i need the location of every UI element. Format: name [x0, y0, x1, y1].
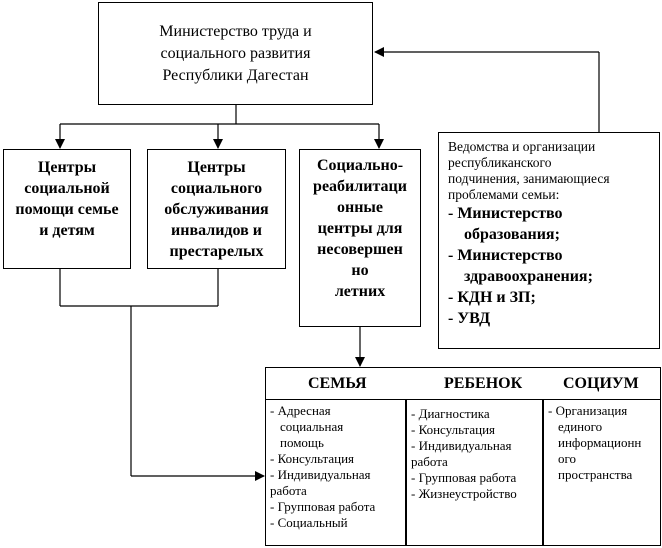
list-item: - Диагностика: [411, 406, 490, 421]
list-item: - Консультация: [270, 451, 355, 466]
center-family-children-box: [3, 149, 131, 269]
list-item: работа: [411, 454, 448, 469]
department-item: - Министерство: [448, 205, 563, 222]
center-line: социальной: [24, 180, 110, 197]
society-column: [543, 399, 661, 546]
list-item: информационн: [558, 435, 642, 450]
center-line: обслуживания: [164, 201, 269, 218]
list-item: единого: [558, 419, 603, 434]
list-item: - Групповая работа: [411, 470, 517, 485]
list-item: - Индивидуальная: [411, 438, 512, 453]
list-item: - Организация: [548, 403, 628, 418]
department-item: - Министерство: [448, 247, 563, 264]
center-line: несовершен: [317, 241, 403, 258]
child-column: [406, 399, 543, 546]
center-line: инвалидов и: [171, 222, 262, 239]
department-item: образования;: [464, 226, 560, 243]
list-item: помощь: [280, 435, 324, 450]
center-line: социального: [170, 180, 263, 197]
center-line: Социально-: [316, 157, 404, 174]
list-item: - Консультация: [411, 422, 496, 437]
departments-intro-line: республиканского: [448, 155, 552, 170]
center-line: центры для: [317, 220, 403, 237]
center-line: Центры: [187, 159, 246, 176]
list-item: ого: [558, 451, 577, 466]
ministry-line: Министерство труда и: [159, 22, 312, 40]
list-item: - Адресная: [270, 403, 331, 418]
header-child: РЕБЕНОК: [444, 375, 523, 392]
center-line: престарелых: [169, 243, 264, 260]
center-disabled-elderly-box: [147, 149, 286, 269]
list-item: - Индивидуальная: [270, 467, 371, 482]
ministry-line: Республики Дагестан: [162, 66, 309, 84]
list-item: социальная: [280, 419, 344, 434]
list-item: - Социальный: [270, 515, 348, 530]
center-line: но: [351, 262, 369, 279]
department-item: здравоохранения;: [464, 268, 593, 285]
center-line: Центры: [37, 159, 97, 176]
list-item: - Жизнеустройство: [411, 486, 517, 501]
department-item: - УВД: [448, 310, 491, 327]
list-item: - Групповая работа: [270, 499, 376, 514]
departments-intro-line: проблемами семьи:: [448, 187, 560, 202]
list-item: работа: [270, 483, 307, 498]
ministry-box: [98, 2, 373, 105]
ministry-line: социального развития: [160, 44, 311, 62]
list-item: пространства: [558, 467, 633, 482]
center-line: реабилитаци: [313, 178, 407, 195]
departments-intro-line: подчинения, занимающиеся: [448, 171, 610, 186]
departments-box: [438, 132, 660, 349]
target-header-row: [265, 367, 661, 400]
family-column: [265, 399, 406, 546]
center-line: онные: [336, 199, 384, 216]
center-rehabilitation-box: [299, 149, 421, 327]
header-society: СОЦИУМ: [563, 375, 639, 392]
center-line: помощи семье: [15, 201, 119, 218]
departments-intro-line: Ведомства и организации: [448, 139, 596, 154]
center-line: летних: [334, 283, 386, 300]
header-family: СЕМЬЯ: [308, 375, 367, 392]
department-item: - КДН и ЗП;: [448, 289, 536, 306]
center-line: и детям: [39, 222, 95, 239]
